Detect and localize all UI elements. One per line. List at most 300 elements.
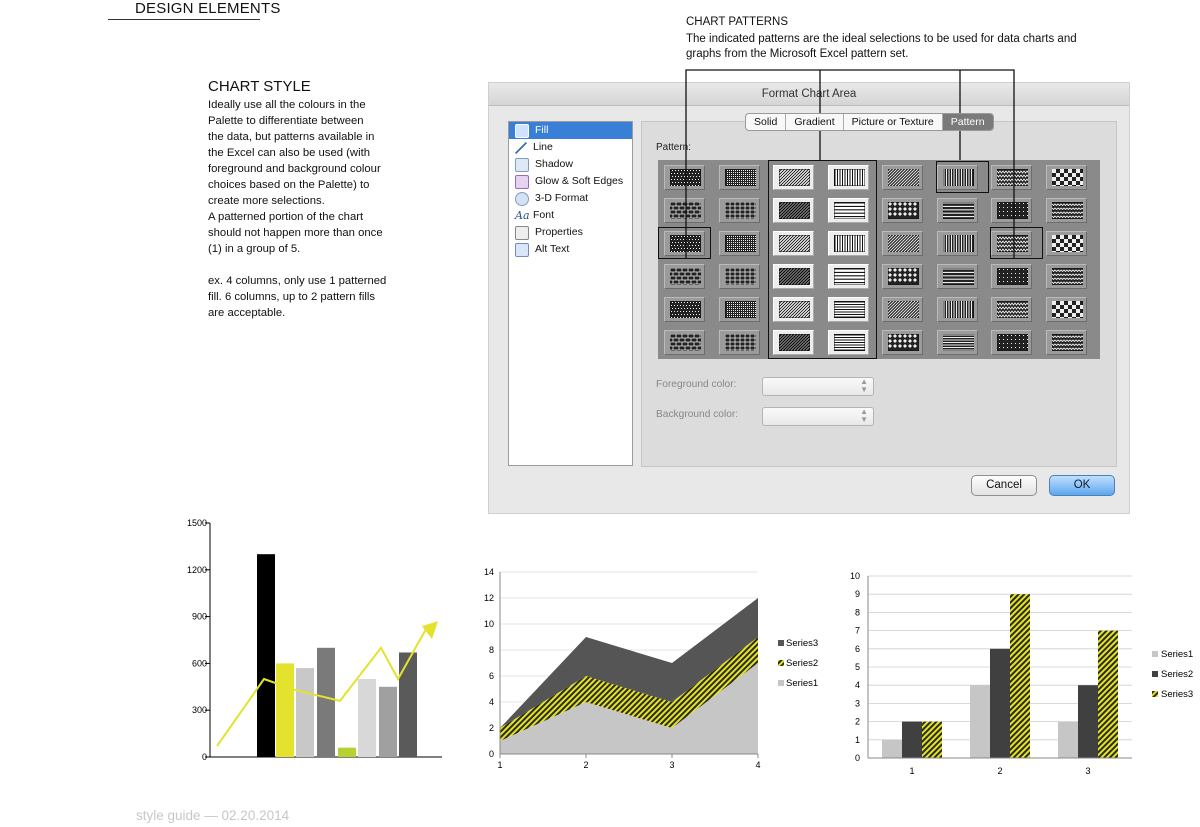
pattern-swatch[interactable] bbox=[937, 165, 978, 190]
sidebar-item-label: Fill bbox=[535, 124, 549, 136]
sidebar-item-alt-text[interactable] bbox=[509, 241, 632, 258]
sidebar-item-line[interactable] bbox=[509, 139, 632, 156]
swatch-dot bbox=[1007, 335, 1008, 336]
chart-patterns-body: The indicated patterns are the ideal selections to be used for data charts and graphs from the Microsoft Excel pattern set. bbox=[686, 33, 1077, 60]
swatch-dot bbox=[1027, 273, 1028, 274]
pattern-swatch-graphic bbox=[997, 202, 1028, 219]
pattern-panel bbox=[641, 121, 1117, 467]
swatch-dot bbox=[735, 172, 736, 173]
swatch-dot bbox=[737, 302, 738, 303]
swatch-dot bbox=[1064, 247, 1068, 251]
swatch-dot bbox=[1023, 215, 1024, 216]
swatch-dot bbox=[727, 178, 728, 179]
pattern-swatch[interactable] bbox=[991, 198, 1032, 223]
swatch-dot bbox=[729, 174, 730, 175]
swatch-dot bbox=[699, 170, 700, 171]
pattern-swatch[interactable] bbox=[719, 165, 760, 190]
swatch-dot bbox=[751, 238, 752, 239]
swatch-dot bbox=[1052, 235, 1056, 239]
swatch-dot bbox=[751, 250, 752, 251]
swatch-dot bbox=[680, 251, 681, 252]
swatch-dot bbox=[1007, 343, 1008, 344]
swatch-dot bbox=[749, 302, 750, 303]
updown-arrows-icon: ▲ ▼ bbox=[860, 377, 868, 394]
swatch-dot bbox=[1011, 211, 1012, 212]
pattern-swatch[interactable] bbox=[719, 297, 760, 322]
swatch-dot bbox=[693, 248, 694, 249]
pattern-swatch-graphic bbox=[1052, 301, 1083, 318]
pattern-swatch[interactable] bbox=[664, 297, 705, 322]
pattern-swatch[interactable] bbox=[937, 330, 978, 355]
pattern-swatch[interactable] bbox=[937, 231, 978, 256]
swatch-dot bbox=[674, 239, 675, 240]
pattern-swatch[interactable] bbox=[1046, 165, 1087, 190]
swatch-dot bbox=[749, 248, 750, 249]
pattern-swatch[interactable] bbox=[719, 231, 760, 256]
swatch-dot bbox=[999, 347, 1000, 348]
swatch-dot bbox=[753, 302, 754, 303]
swatch-dot bbox=[747, 306, 748, 307]
swatch-dot bbox=[1052, 185, 1056, 186]
sidebar-item-label: 3-D Format bbox=[535, 192, 589, 204]
swatch-dot bbox=[743, 248, 744, 249]
pattern-swatch[interactable] bbox=[664, 165, 705, 190]
swatch-dot bbox=[1060, 185, 1064, 186]
pattern-swatch[interactable] bbox=[773, 165, 814, 190]
swatch-dot bbox=[1019, 269, 1020, 270]
swatch-dot bbox=[699, 182, 700, 183]
pattern-swatch[interactable] bbox=[828, 165, 869, 190]
swatch-dot bbox=[737, 242, 738, 243]
pattern-swatch-graphic bbox=[1052, 202, 1083, 219]
swatch-dot bbox=[671, 245, 672, 246]
swatch-dot bbox=[735, 308, 736, 309]
swatch-dot bbox=[745, 244, 746, 245]
swatch-dot bbox=[743, 238, 744, 239]
swatch-dot bbox=[747, 312, 748, 313]
swatch-dot bbox=[753, 242, 754, 243]
swatch-dot bbox=[1060, 251, 1064, 252]
tab-pattern[interactable]: Pattern bbox=[943, 114, 993, 130]
pattern-swatch[interactable] bbox=[773, 198, 814, 223]
swatch-dot bbox=[1080, 181, 1083, 185]
swatch-dot bbox=[737, 172, 738, 173]
y-tick-label: 4 bbox=[854, 680, 860, 691]
swatch-dot bbox=[1072, 239, 1076, 243]
swatch-dot bbox=[1052, 177, 1056, 181]
swatch-dot bbox=[729, 178, 730, 179]
pattern-swatch[interactable] bbox=[882, 297, 923, 322]
swatch-dot bbox=[677, 173, 678, 174]
swatch-dot bbox=[696, 248, 697, 249]
swatch-dot bbox=[743, 302, 744, 303]
swatch-dot bbox=[1011, 269, 1012, 270]
pattern-swatch[interactable] bbox=[828, 231, 869, 256]
swatch-dot bbox=[735, 312, 736, 313]
pattern-swatch-graphic bbox=[725, 169, 756, 186]
ok-button[interactable]: OK bbox=[1049, 475, 1115, 496]
pattern-swatch[interactable] bbox=[1046, 297, 1087, 322]
swatch-dot bbox=[698, 245, 699, 246]
swatch-dot bbox=[745, 306, 746, 307]
bar bbox=[257, 554, 275, 757]
pattern-swatch[interactable] bbox=[882, 198, 923, 223]
swatch-dot bbox=[739, 304, 740, 305]
sidebar-item-shadow[interactable] bbox=[509, 156, 632, 173]
swatch-dot bbox=[731, 314, 732, 315]
swatch-dot bbox=[733, 246, 734, 247]
pattern-swatch-graphic bbox=[670, 334, 701, 351]
swatch-dot bbox=[749, 170, 750, 171]
swatch-dot bbox=[733, 182, 734, 183]
swatch-dot bbox=[1068, 235, 1072, 239]
swatch-dot bbox=[689, 185, 690, 186]
legend-label: Series3 bbox=[786, 638, 819, 649]
swatch-dot bbox=[743, 178, 744, 179]
swatch-dot bbox=[671, 239, 672, 240]
footer-text: style guide — 02.20.2014 bbox=[136, 808, 290, 823]
pattern-swatch-graphic bbox=[997, 301, 1028, 318]
swatch-dot bbox=[731, 242, 732, 243]
swatch-dot bbox=[999, 273, 1000, 274]
swatch-dot bbox=[727, 172, 728, 173]
y-tick-label: 9 bbox=[854, 589, 860, 600]
swatch-dot bbox=[1064, 313, 1068, 317]
swatch-dot bbox=[1007, 281, 1008, 282]
swatch-dot bbox=[745, 170, 746, 171]
swatch-dot bbox=[1064, 239, 1068, 243]
swatch-dot bbox=[743, 312, 744, 313]
sidebar-item-properties[interactable] bbox=[509, 224, 632, 241]
pattern-swatch[interactable] bbox=[773, 231, 814, 256]
swatch-dot bbox=[755, 174, 756, 175]
swatch-dot bbox=[727, 240, 728, 241]
pattern-swatch-graphic bbox=[888, 202, 919, 219]
pattern-swatch[interactable] bbox=[1046, 330, 1087, 355]
swatch-dot bbox=[1076, 317, 1080, 318]
swatch-dot bbox=[737, 238, 738, 239]
pattern-swatch[interactable] bbox=[828, 198, 869, 223]
y-tick-label: 6 bbox=[854, 643, 860, 654]
swatch-dot bbox=[1007, 347, 1008, 348]
bar bbox=[296, 668, 314, 757]
swatch-dot bbox=[1023, 335, 1024, 336]
pattern-swatch[interactable] bbox=[991, 264, 1032, 289]
pattern-swatch[interactable] bbox=[991, 297, 1032, 322]
swatch-dot bbox=[686, 179, 687, 180]
pattern-swatch[interactable] bbox=[664, 231, 705, 256]
swatch-dot bbox=[743, 306, 744, 307]
swatch-dot bbox=[686, 185, 687, 186]
swatch-dot bbox=[729, 316, 730, 317]
swatch-dot bbox=[695, 305, 696, 306]
swatch-dot bbox=[731, 170, 732, 171]
swatch-dot bbox=[689, 311, 690, 312]
sidebar-item-label: Line bbox=[533, 141, 553, 153]
swatch-dot bbox=[681, 170, 682, 171]
pattern-swatch[interactable] bbox=[1046, 264, 1087, 289]
swatch-dot bbox=[747, 172, 748, 173]
swatch-dot bbox=[733, 248, 734, 249]
pattern-swatch[interactable] bbox=[828, 264, 869, 289]
swatch-dot bbox=[737, 170, 738, 171]
y-tick-label: 7 bbox=[854, 625, 860, 636]
swatch-dot bbox=[731, 302, 732, 303]
swatch-dot bbox=[727, 170, 728, 171]
swatch-dot bbox=[1007, 273, 1008, 274]
swatch-dot bbox=[1052, 301, 1056, 305]
swatch-dot bbox=[690, 248, 691, 249]
sidebar-item-fill[interactable] bbox=[509, 122, 632, 139]
swatch-dot bbox=[689, 251, 690, 252]
swatch-dot bbox=[1011, 281, 1012, 282]
swatch-dot bbox=[733, 250, 734, 251]
swatch-dot bbox=[999, 215, 1000, 216]
swatch-dot bbox=[751, 314, 752, 315]
swatch-dot bbox=[739, 244, 740, 245]
tab-picture-or-texture[interactable]: Picture or Texture bbox=[844, 114, 943, 130]
sidebar-item-label: Shadow bbox=[535, 158, 573, 170]
swatch-dot bbox=[745, 242, 746, 243]
swatch-dot bbox=[745, 248, 746, 249]
swatch-dot bbox=[729, 248, 730, 249]
swatch-dot bbox=[737, 306, 738, 307]
swatch-dot bbox=[755, 304, 756, 305]
swatch-dot bbox=[1060, 309, 1064, 313]
swatch-dot bbox=[1072, 181, 1076, 185]
swatch-dot bbox=[1003, 347, 1004, 348]
swatch-dot bbox=[749, 178, 750, 179]
column-bar bbox=[1010, 594, 1030, 758]
swatch-dot bbox=[690, 314, 691, 315]
foreground-color-select[interactable] bbox=[762, 377, 874, 396]
swatch-dot bbox=[687, 176, 688, 177]
y-tick-label: 14 bbox=[483, 567, 494, 577]
swatch-dot bbox=[753, 244, 754, 245]
swatch-dot bbox=[727, 180, 728, 181]
swatch-dot bbox=[733, 176, 734, 177]
pattern-swatch[interactable] bbox=[773, 297, 814, 322]
legend-swatch bbox=[778, 640, 784, 646]
swatch-dot bbox=[683, 173, 684, 174]
pattern-swatch[interactable] bbox=[719, 264, 760, 289]
swatch-dot bbox=[753, 246, 754, 247]
swatch-dot bbox=[737, 236, 738, 237]
swatch-dot bbox=[739, 316, 740, 317]
swatch-dot bbox=[1007, 277, 1008, 278]
swatch-dot bbox=[727, 302, 728, 303]
swatch-dot bbox=[684, 314, 685, 315]
swatch-dot bbox=[753, 170, 754, 171]
pattern-swatch[interactable] bbox=[882, 330, 923, 355]
swatch-dot bbox=[1019, 347, 1020, 348]
pattern-swatch[interactable] bbox=[937, 198, 978, 223]
tab-solid[interactable]: Solid bbox=[746, 114, 786, 130]
swatch-dot bbox=[743, 310, 744, 311]
swatch-dot bbox=[755, 302, 756, 303]
swatch-dot bbox=[737, 314, 738, 315]
swatch-dot bbox=[745, 246, 746, 247]
legend-label: Series1 bbox=[786, 678, 819, 689]
swatch-dot bbox=[1056, 247, 1060, 251]
swatch-dot bbox=[699, 248, 700, 249]
swatch-dot bbox=[1060, 169, 1064, 173]
swatch-dot bbox=[735, 178, 736, 179]
sidebar-item-glow[interactable] bbox=[509, 173, 632, 190]
x-tick-label: 4 bbox=[755, 760, 761, 770]
swatch-dot bbox=[1052, 243, 1056, 247]
swatch-dot bbox=[741, 170, 742, 171]
swatch-dot bbox=[696, 308, 697, 309]
swatch-dot bbox=[745, 176, 746, 177]
swatch-dot bbox=[1019, 273, 1020, 274]
swatch-dot bbox=[755, 184, 756, 185]
swatch-bg bbox=[670, 301, 701, 318]
swatch-dot bbox=[1056, 181, 1060, 185]
pattern-swatch[interactable] bbox=[1046, 198, 1087, 223]
swatch-dot bbox=[741, 236, 742, 237]
format-chart-area-dialog bbox=[488, 82, 1130, 514]
swatch-dot bbox=[729, 238, 730, 239]
swatch-dot bbox=[675, 182, 676, 183]
pattern-swatch[interactable] bbox=[882, 231, 923, 256]
swatch-dot bbox=[747, 182, 748, 183]
pattern-swatch[interactable] bbox=[719, 330, 760, 355]
swatch-dot bbox=[1019, 335, 1020, 336]
pattern-swatch-graphic bbox=[725, 202, 756, 219]
swatch-dot bbox=[735, 316, 736, 317]
swatch-dot bbox=[735, 236, 736, 237]
pattern-swatch[interactable] bbox=[991, 165, 1032, 190]
pattern-swatch[interactable] bbox=[664, 198, 705, 223]
pattern-swatch-graphic bbox=[997, 268, 1028, 285]
pattern-swatch[interactable] bbox=[991, 330, 1032, 355]
pattern-swatch[interactable] bbox=[664, 264, 705, 289]
swatch-dot bbox=[749, 182, 750, 183]
swatch-dot bbox=[741, 178, 742, 179]
sidebar-item-font[interactable] bbox=[509, 207, 632, 224]
swatch-dot bbox=[739, 302, 740, 303]
swatch-dot bbox=[735, 306, 736, 307]
pattern-swatch[interactable] bbox=[882, 165, 923, 190]
swatch-dot bbox=[695, 173, 696, 174]
swatch-dot bbox=[745, 308, 746, 309]
swatch-dot bbox=[735, 304, 736, 305]
pattern-swatch[interactable] bbox=[937, 297, 978, 322]
swatch-dot bbox=[731, 246, 732, 247]
swatch-dot bbox=[729, 236, 730, 237]
swatch-dot bbox=[731, 184, 732, 185]
swatch-dot bbox=[743, 174, 744, 175]
swatch-dot bbox=[686, 317, 687, 318]
swatch-dot bbox=[1056, 239, 1060, 243]
swatch-dot bbox=[733, 184, 734, 185]
pattern-swatch[interactable] bbox=[773, 330, 814, 355]
swatch-dot bbox=[695, 245, 696, 246]
swatch-dot bbox=[751, 182, 752, 183]
swatch-dot bbox=[751, 184, 752, 185]
swatch-dot bbox=[1027, 211, 1028, 212]
pattern-swatch[interactable] bbox=[991, 231, 1032, 256]
swatch-dot bbox=[1019, 211, 1020, 212]
swatch-dot bbox=[672, 176, 673, 177]
swatch-dot bbox=[999, 339, 1000, 340]
swatch-dot bbox=[727, 238, 728, 239]
swatch-dot bbox=[695, 311, 696, 312]
sidebar-item-3d-format[interactable] bbox=[509, 190, 632, 207]
pattern-swatch[interactable] bbox=[828, 330, 869, 355]
swatch-dot bbox=[747, 174, 748, 175]
swatch-dot bbox=[695, 239, 696, 240]
background-color-select[interactable] bbox=[762, 407, 874, 426]
pattern-swatch[interactable] bbox=[1046, 231, 1087, 256]
swatch-dot bbox=[739, 314, 740, 315]
swatch-dot bbox=[1076, 243, 1080, 247]
swatch-dot bbox=[747, 176, 748, 177]
pattern-swatch-graphic bbox=[670, 268, 701, 285]
swatch-dot bbox=[1076, 169, 1080, 173]
swatch-dot bbox=[1015, 207, 1016, 208]
swatch-dot bbox=[741, 172, 742, 173]
swatch-dot bbox=[681, 182, 682, 183]
y-tick-label: 1500 bbox=[186, 518, 207, 528]
swatch-dot bbox=[733, 304, 734, 305]
pattern-swatch[interactable] bbox=[937, 264, 978, 289]
swatch-dot bbox=[1027, 347, 1028, 348]
swatch-dot bbox=[692, 173, 693, 174]
swatch-dot bbox=[680, 245, 681, 246]
swatch-dot bbox=[733, 172, 734, 173]
column-bar bbox=[902, 722, 922, 758]
swatch-dot bbox=[681, 236, 682, 237]
swatch-dot bbox=[698, 251, 699, 252]
swatch-dot bbox=[693, 302, 694, 303]
swatch-dot bbox=[747, 180, 748, 181]
pattern-swatch[interactable] bbox=[773, 264, 814, 289]
swatch-dot bbox=[731, 236, 732, 237]
cancel-button[interactable]: Cancel bbox=[971, 475, 1037, 496]
tab-gradient[interactable]: Gradient bbox=[786, 114, 843, 130]
pattern-swatch[interactable] bbox=[882, 264, 923, 289]
swatch-dot bbox=[743, 304, 744, 305]
pattern-swatch[interactable] bbox=[828, 297, 869, 322]
swatch-dot bbox=[747, 170, 748, 171]
y-tick-label: 8 bbox=[854, 607, 860, 618]
swatch-dot bbox=[755, 238, 756, 239]
swatch-dot bbox=[735, 170, 736, 171]
swatch-dot bbox=[1076, 251, 1080, 252]
legend-label: Series2 bbox=[1161, 669, 1194, 680]
swatch-dot bbox=[687, 248, 688, 249]
pattern-swatch-graphic bbox=[670, 169, 701, 186]
swatch-dot bbox=[751, 176, 752, 177]
swatch-dot bbox=[683, 317, 684, 318]
pattern-swatch-graphic bbox=[779, 169, 810, 186]
swatch-dot bbox=[698, 311, 699, 312]
pattern-swatch[interactable] bbox=[664, 330, 705, 355]
swatch-dot bbox=[739, 174, 740, 175]
swatch-dot bbox=[677, 317, 678, 318]
swatch-dot bbox=[1080, 173, 1083, 177]
swatch-dot bbox=[1027, 277, 1028, 278]
swatch-dot bbox=[731, 304, 732, 305]
pattern-swatch[interactable] bbox=[719, 198, 760, 223]
swatch-dot bbox=[735, 182, 736, 183]
swatch-dot bbox=[739, 238, 740, 239]
swatch-dot bbox=[741, 306, 742, 307]
swatch-dot bbox=[1027, 207, 1028, 208]
swatch-dot bbox=[745, 312, 746, 313]
